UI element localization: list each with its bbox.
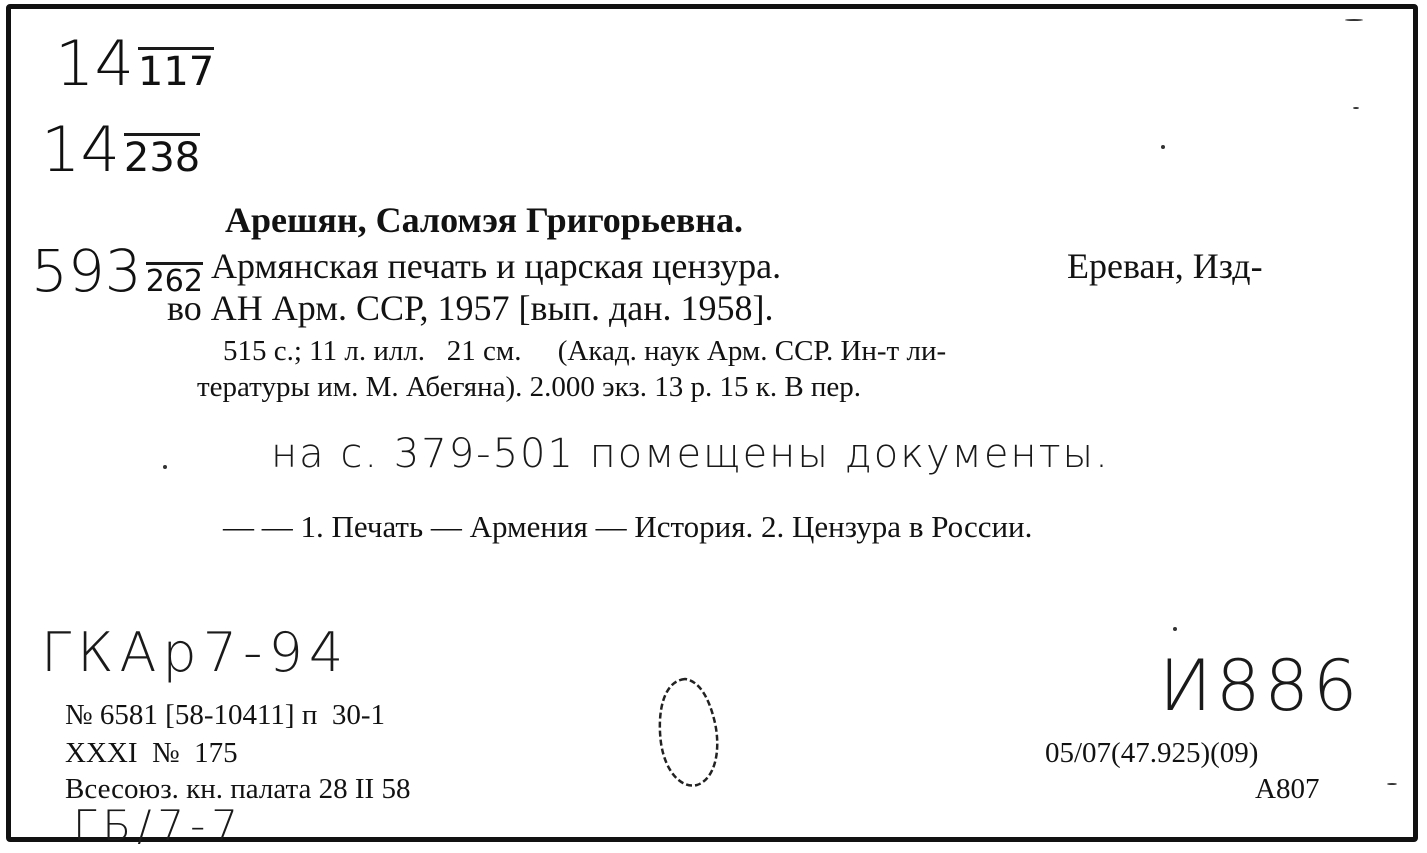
card-number: № 6581 [58-10411] п 30-1 [65, 699, 385, 731]
title-line-1: Армянская печать и царская цензура. [211, 246, 782, 286]
call-number-2-main: 14 [41, 113, 120, 186]
author-heading: Арешян, Саломэя Григорьевна. [225, 200, 744, 240]
call-number-1 [55, 27, 214, 100]
scan-speck [1345, 19, 1363, 21]
scan-speck [1173, 627, 1177, 631]
inventory-number: И886 [1159, 645, 1362, 727]
chamber-stamp: Всесоюз. кн. палата 28 II 58 [65, 773, 411, 805]
call-number-3-sub: 262 [145, 264, 203, 299]
title-line-2: во АН Арм. ССР, 1957 [вып. дан. 1958]. [167, 288, 774, 328]
call-number-3-main: 593 [31, 237, 142, 305]
scan-speck [163, 465, 167, 469]
handwritten-note: на с. 379-501 помещены документы. [271, 431, 1110, 477]
call-number-1-sub: 117 [137, 49, 215, 95]
classification-index: 05/07(47.925)(09) [1045, 737, 1259, 769]
description-line-1: 515 с.; 11 л. илл. 21 см. (Акад. наук Арм. ССР. Ин-т ли- [223, 335, 947, 367]
scan-speck [1353, 107, 1359, 109]
publisher-line-1: Ереван, Изд- [1067, 246, 1263, 286]
author-mark: А807 [1255, 773, 1320, 805]
catalog-card [6, 4, 1418, 850]
description-line-2: тературы им. М. Абегяна). 2.000 экз. 13 р. 15 к. В пер. [197, 371, 862, 403]
call-number-2-sub: 238 [123, 135, 201, 181]
card-series: XXXI № 175 [65, 737, 238, 769]
subject-headings: — — 1. Печать — Армения — История. 2. Цензура в России. [223, 509, 1033, 544]
handwritten-code-2: ГБ/7-7 [73, 801, 244, 850]
scan-speck [1161, 145, 1165, 149]
scan-speck [1387, 783, 1397, 785]
hand-drawn-circle [651, 673, 727, 801]
call-number-2 [41, 113, 200, 186]
handwritten-code-1: ГКАр7-94 [41, 621, 350, 684]
call-number-1-main: 14 [55, 27, 134, 100]
